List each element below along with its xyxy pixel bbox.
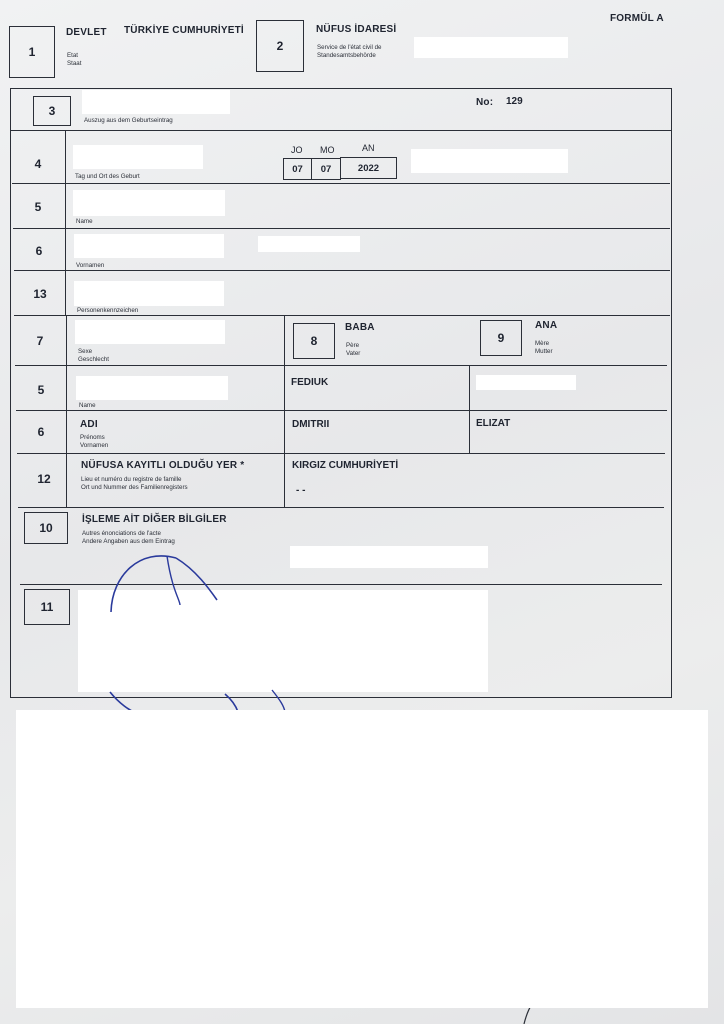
box-8 <box>293 323 335 359</box>
mere-label: Mère <box>535 340 550 347</box>
birth-month: 07 <box>320 163 332 175</box>
box-2-number: 2 <box>276 39 284 53</box>
row12-number: 12 <box>37 472 51 486</box>
ana-label: ANA <box>535 320 558 331</box>
row3-sub: Auszug aus dem Geburtseintrag <box>84 117 173 124</box>
birth-year-cell <box>340 157 397 179</box>
row13-sub: Personenkennzeichen <box>77 307 139 314</box>
row12-label: NÜFUSA KAYITLI OLDUĞU YER * <box>81 460 245 471</box>
row4-number: 4 <box>34 157 42 171</box>
service-fr-label: Service de l'état civil de <box>317 44 382 51</box>
registry-place: KIRGIZ CUMHURİYETİ <box>292 460 399 471</box>
row7-sub2: Geschlecht <box>78 356 109 363</box>
redaction-header <box>414 37 568 58</box>
row-divider <box>10 130 672 131</box>
vornamen-label: Vornamen <box>80 442 109 449</box>
box-8-number: 8 <box>310 334 318 348</box>
birth-day: 07 <box>292 163 303 175</box>
service-de-label: Standesamtsbehörde <box>317 52 376 59</box>
box-3-number: 3 <box>48 104 56 118</box>
redaction-bottom <box>16 710 708 1008</box>
box-2 <box>256 20 304 72</box>
redaction-row7 <box>75 320 225 344</box>
row-divider <box>14 315 670 316</box>
etat-label: Etat <box>67 52 79 59</box>
box-1 <box>9 26 55 78</box>
row7-sub1: Sexe <box>78 348 93 355</box>
birth-year: 2022 <box>357 162 380 174</box>
box-1-number: 1 <box>28 45 36 59</box>
row10-sub2: Andere Angaben aus dem Eintrag <box>82 538 175 545</box>
row6-number: 6 <box>35 244 43 258</box>
row10-label: İŞLEME AİT DİĞER BİLGİLER <box>82 514 227 525</box>
row-divider <box>16 410 667 411</box>
nufus-idaresi-label: NÜFUS İDARESİ <box>316 24 397 35</box>
box-9 <box>480 320 522 356</box>
row7-number: 7 <box>36 334 44 348</box>
pere-label: Père <box>346 342 360 349</box>
row-divider <box>13 228 670 229</box>
father-name: DMITRII <box>292 419 330 430</box>
row6b-number: 6 <box>37 425 45 439</box>
redaction-row3 <box>82 90 230 114</box>
row4-sub: Tag und Ort des Geburt <box>75 173 140 180</box>
redaction-row10 <box>290 546 488 568</box>
mother-name: ELIZAT <box>476 418 511 429</box>
redaction-mother-surname <box>476 375 576 390</box>
vater-label: Vater <box>346 350 361 357</box>
no-value: 129 <box>506 96 523 107</box>
row-divider <box>12 183 670 184</box>
row12-sub1: Lieu et numéro du registre de famille <box>81 476 182 483</box>
box-11 <box>24 589 70 625</box>
redaction-row13 <box>74 281 224 306</box>
father-surname: FEDIUK <box>291 377 329 388</box>
staat-label: Staat <box>67 60 82 67</box>
adi-label: ADI <box>80 419 98 430</box>
number-column-divider <box>65 130 66 315</box>
box-9-number: 9 <box>497 331 505 345</box>
birth-day-cell <box>283 158 312 180</box>
registry-dashes: - - <box>296 485 306 496</box>
row10-sub1: Autres énonciations de l'acte <box>82 530 161 537</box>
redaction-row6-a <box>74 234 224 258</box>
row-divider <box>15 365 667 366</box>
redaction-row5 <box>73 190 225 216</box>
date-header-year: AN <box>362 143 375 153</box>
row-divider <box>20 584 662 585</box>
redaction-row6-b <box>258 236 360 252</box>
date-header-month: MO <box>320 145 335 155</box>
box-3 <box>33 96 71 126</box>
baba-label: BABA <box>345 322 375 333</box>
birth-month-cell <box>311 158 341 180</box>
row5b-number: 5 <box>37 383 45 397</box>
row-divider <box>14 270 670 271</box>
row13-number: 13 <box>33 287 47 301</box>
redaction-row4-right <box>411 149 568 173</box>
row-divider <box>17 453 665 454</box>
redaction-row4-place <box>73 145 203 169</box>
redaction-row5b-child <box>76 376 228 400</box>
number-column-divider <box>66 315 67 507</box>
box-10-number: 10 <box>39 521 53 535</box>
row12-sub2: Ort und Nummer des Familienregisters <box>81 484 188 491</box>
box-11-number: 11 <box>40 600 54 614</box>
formul-label: FORMÜL A <box>610 13 664 24</box>
mutter-label: Mutter <box>535 348 553 355</box>
redaction-row11 <box>78 590 488 692</box>
row5-sub: Name <box>76 218 93 225</box>
date-header-day: JO <box>291 145 303 155</box>
prenoms-label: Prénoms <box>80 434 105 441</box>
box-10 <box>24 512 68 544</box>
row6-sub: Vornamen <box>76 262 105 269</box>
row5-number: 5 <box>34 200 42 214</box>
devlet-label: DEVLET <box>66 27 107 38</box>
row-divider <box>18 507 664 508</box>
father-column-divider <box>284 315 285 507</box>
row5b-sub: Name <box>79 402 96 409</box>
turkiye-label: TÜRKİYE CUMHURİYETİ <box>124 25 244 36</box>
mother-column-divider <box>469 365 470 453</box>
no-label: No: <box>476 97 494 108</box>
